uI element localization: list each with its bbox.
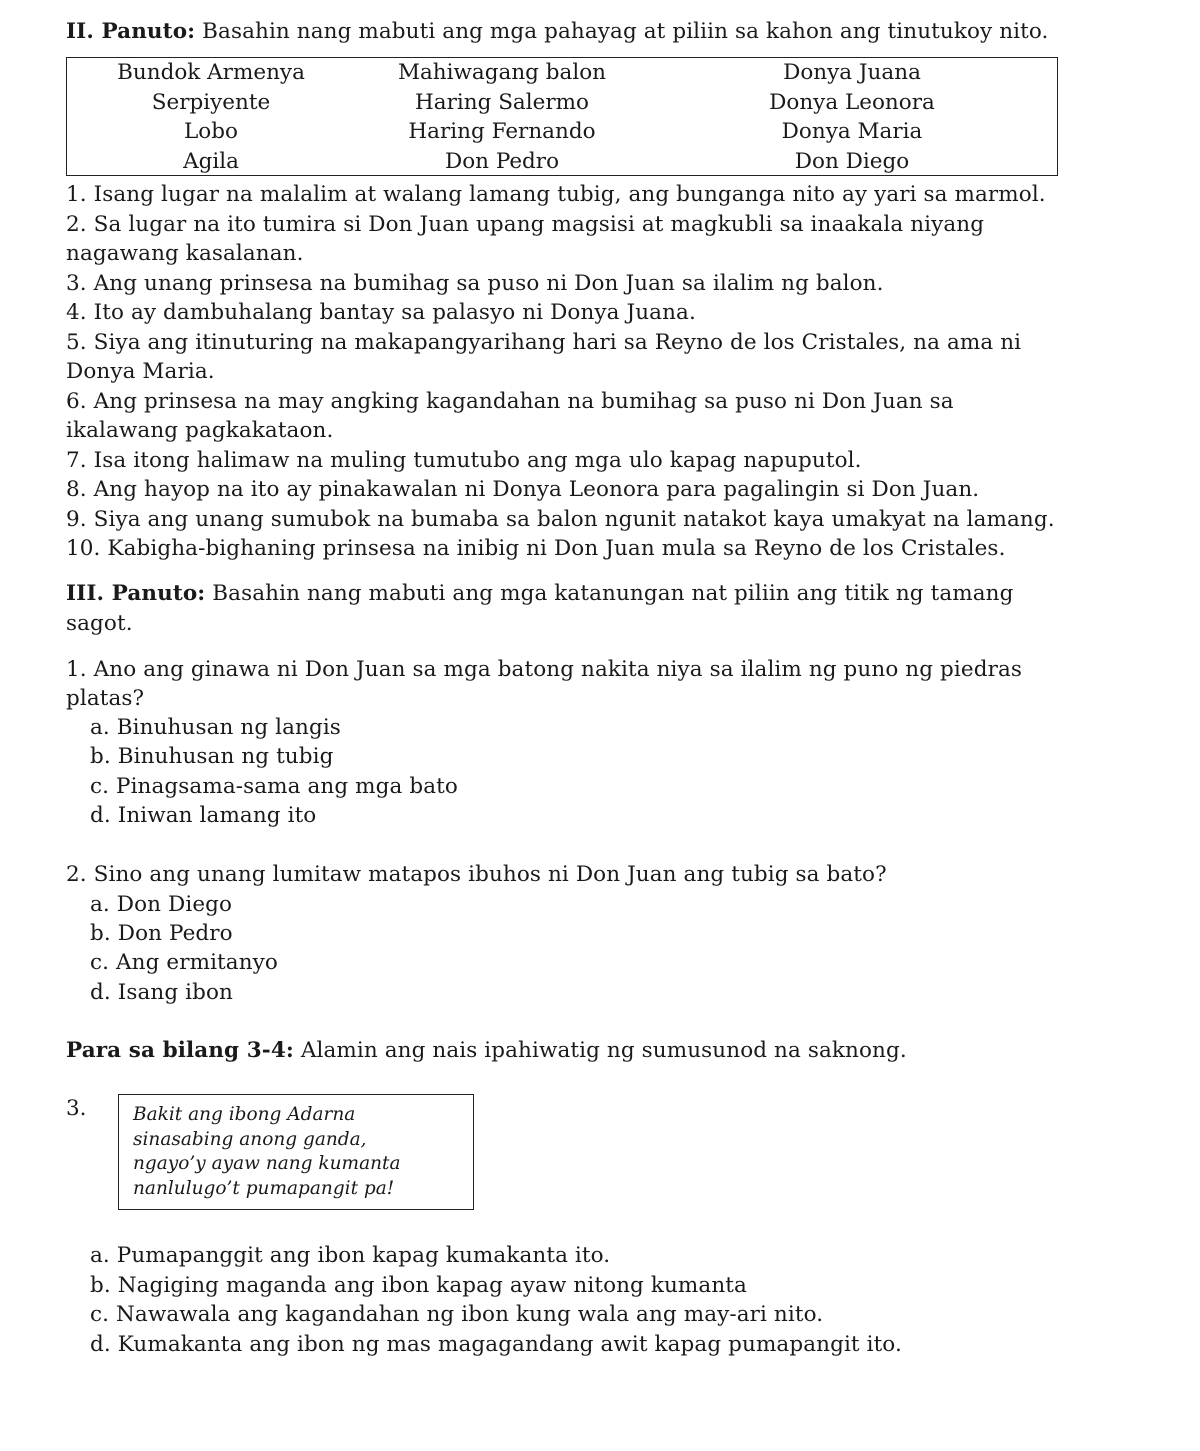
item-line: 8. Ang hayop na ito ay pinakawalan ni Donya Leonora para pagalingin si Don Juan. xyxy=(66,477,980,502)
choice-b: b. Don Pedro xyxy=(90,921,233,946)
word-bank-item: Donya Leonora xyxy=(769,89,935,115)
stanza-box xyxy=(118,1094,474,1210)
question-3-number: 3. xyxy=(66,1096,87,1121)
item-line: 6. Ang prinsesa na may angking kagandahan na bumihag sa puso ni Don Juan sa xyxy=(66,389,954,414)
item-line: ikalawang pagkakataon. xyxy=(66,418,334,443)
word-bank-item: Don Diego xyxy=(794,148,910,174)
section-2-label: II. Panuto: xyxy=(66,19,196,44)
section-3-label: III. Panuto: xyxy=(66,581,206,606)
word-bank-box xyxy=(66,57,1058,176)
question-1-text: 1. Ano ang ginawa ni Don Juan sa mga batong nakita niya sa ilalim ng puno ng piedras xyxy=(66,657,1022,682)
word-bank-item: Lobo xyxy=(184,119,238,144)
choice-a: a. Pumapanggit ang ibon kapag kumakanta ito. xyxy=(90,1243,611,1268)
item-line: 1. Isang lugar na malalim at walang lamang tubig, ang bunganga nito ay yari sa marmol. xyxy=(66,182,1046,207)
word-bank-item: Serpiyente xyxy=(151,89,271,115)
stanza-line: ngayo’y ayaw nang kumanta xyxy=(133,1153,401,1174)
item-line: nagawang kasalanan. xyxy=(66,241,304,266)
section-2-instruction: Basahin nang mabuti ang mga pahayag at piliin sa kahon ang tinutukoy nito. xyxy=(195,19,1049,44)
choice-a: a. Binuhusan ng langis xyxy=(90,715,341,740)
choice-a: a. Don Diego xyxy=(90,892,233,917)
word-bank-item: Haring Salermo xyxy=(415,89,589,115)
item-line: 2. Sa lugar na ito tumira si Don Juan upang magsisi at magkubli sa inaakala niyang xyxy=(66,212,985,237)
item-line: 10. Kabigha-bighaning prinsesa na inibig ni Don Juan mula sa Reyno de los Cristales. xyxy=(66,536,1006,561)
section-3-heading-cont: sagot. xyxy=(66,611,133,636)
item-line: 7. Isa itong halimaw na muling tumutubo ang mga ulo kapag napuputol. xyxy=(66,448,862,473)
word-bank-item: Haring Fernando xyxy=(408,119,596,144)
stanza-line: Bakit ang ibong Adarna xyxy=(133,1104,356,1125)
item-line: 3. Ang unang prinsesa na bumihag sa puso ni Don Juan sa ilalim ng balon. xyxy=(66,271,884,296)
word-bank-item: Bundok Armenya xyxy=(117,60,305,85)
word-bank-item: Don Pedro xyxy=(444,148,560,174)
choice-d: d. Kumakanta ang ibon ng mas magagandang awit kapag pumapangit ito. xyxy=(90,1332,902,1357)
section-3-heading xyxy=(66,579,1013,609)
stanza-line: nanlulugo’t pumapangit pa! xyxy=(133,1177,395,1199)
word-bank-item: Mahiwagang balon xyxy=(397,60,607,85)
word-bank-item: Agila xyxy=(183,148,239,174)
choice-b: b. Nagiging maganda ang ibon kapag ayaw nitong kumanta xyxy=(90,1273,747,1298)
word-bank-item: Donya Maria xyxy=(781,119,923,144)
question-2-text: 2. Sino ang unang lumitaw matapos ibuhos ni Don Juan ang tubig sa bato? xyxy=(66,862,887,887)
word-bank-item: Donya Juana xyxy=(783,60,921,85)
choice-d: d. Iniwan lamang ito xyxy=(90,803,317,828)
question-1-text-cont: platas? xyxy=(66,686,145,711)
stanza-line: sinasabing anong ganda, xyxy=(133,1128,367,1150)
item-line: Donya Maria. xyxy=(66,359,215,384)
item-line: 4. Ito ay dambuhalang bantay sa palasyo ni Donya Juana. xyxy=(66,300,696,325)
choice-b: b. Binuhusan ng tubig xyxy=(90,744,334,769)
item-line: 5. Siya ang itinuturing na makapangyarihang hari sa Reyno de los Cristales, na ama ni xyxy=(66,330,1022,355)
section-3-instruction: Basahin nang mabuti ang mga katanungan nat piliin ang titik ng tamang xyxy=(205,581,1014,606)
para-text: Alamin ang nais ipahiwatig ng sumusunod na saknong. xyxy=(293,1038,907,1063)
para-instruction xyxy=(66,1036,907,1066)
choice-c: c. Nawawala ang kagandahan ng ibon kung wala ang may-ari nito. xyxy=(90,1302,824,1327)
choice-c: c. Ang ermitanyo xyxy=(90,950,278,975)
para-label: Para sa bilang 3-4: xyxy=(66,1038,294,1063)
choice-c: c. Pinagsama-sama ang mga bato xyxy=(90,774,458,799)
choice-d: d. Isang ibon xyxy=(90,980,233,1005)
section-2-heading xyxy=(66,17,1048,47)
item-line: 9. Siya ang unang sumubok na bumaba sa balon ngunit natakot kaya umakyat na lamang. xyxy=(66,507,1055,532)
